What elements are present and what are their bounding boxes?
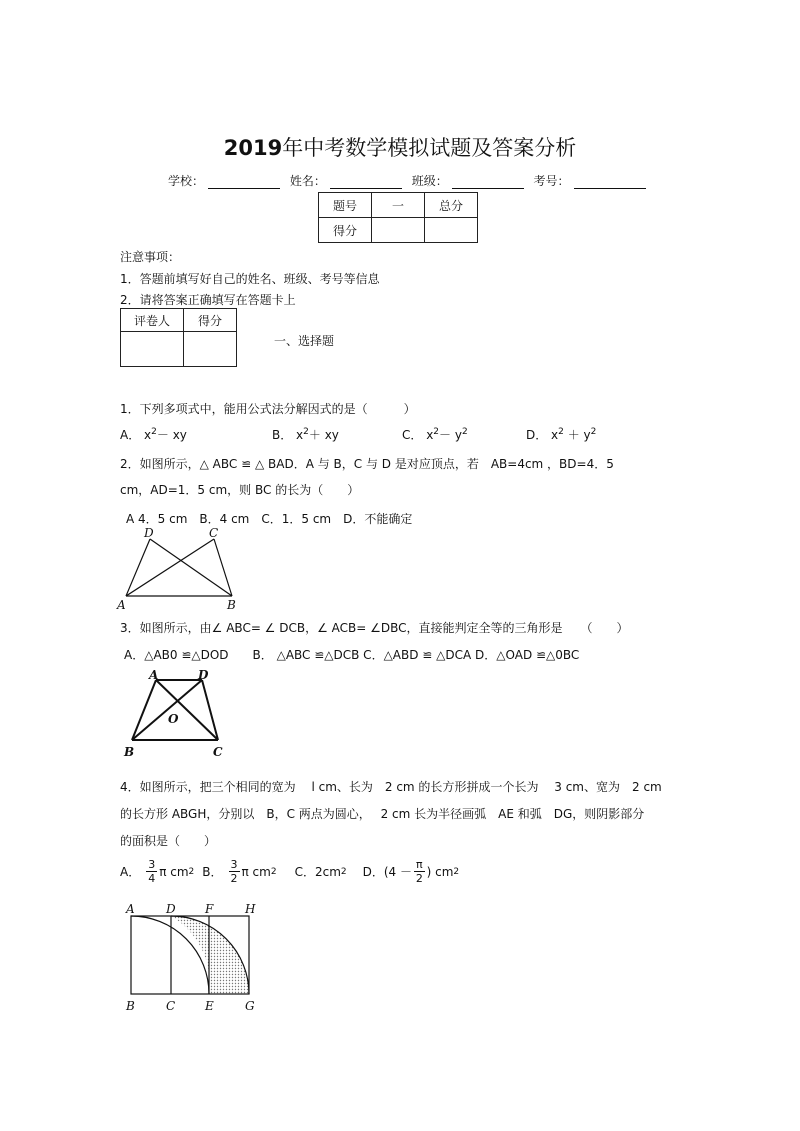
q2-stem-line1: 2．如图所示，△ ABC ≌ △ BAD．A 与 B，C 与 D 是对应顶点，若 AB=4cm ，BD=4．5	[120, 457, 614, 471]
title-year: 2019	[223, 136, 283, 160]
q4-label-f: F	[205, 902, 214, 916]
q2-seg-bc	[214, 539, 232, 596]
q1-option-d	[526, 426, 596, 443]
q4-label-h: H	[245, 902, 256, 916]
q4-d-fraction	[414, 858, 425, 885]
note-item: 2．请将答案正确填写在答题卡上	[120, 293, 296, 307]
q4-a-prefix: A．	[120, 865, 141, 879]
q4-a-exp: 2	[188, 866, 195, 877]
q4-a-unit: π cm	[159, 864, 189, 879]
grader-cell[interactable]	[121, 332, 184, 367]
q4-options	[120, 858, 459, 885]
q4-c-exp: 2	[340, 866, 347, 877]
score-header-number: 题号	[319, 193, 372, 218]
q1-a-rest: － xy	[156, 428, 187, 442]
exam-no-label: 考号：	[533, 174, 570, 188]
school-field[interactable]	[208, 174, 280, 189]
q2-stem-line2: cm，AD=1．5 cm，则 BC 的长为（ ）	[120, 483, 360, 497]
score-cell[interactable]	[372, 218, 425, 243]
q3-label-a: A	[149, 668, 159, 682]
q4-a-num: 3	[148, 858, 156, 871]
q4-label-e: E	[205, 999, 214, 1013]
grader-score-cell[interactable]	[184, 332, 237, 367]
q3-label-o: O	[168, 712, 179, 726]
q3-seg-bd	[132, 680, 202, 740]
q4-c-text: C．2cm	[294, 865, 341, 879]
title-text: 年中考数学模拟试题及答案分析	[282, 136, 577, 160]
note-item: 1．答题前填写好自己的姓名、班级、考号等信息	[120, 272, 380, 286]
exam-no-field[interactable]	[574, 174, 646, 189]
q4-b-prefix: B．	[202, 865, 223, 879]
score-header-total: 总分	[425, 193, 478, 218]
q1-d-exp: 2	[558, 427, 564, 437]
q3-label-c: C	[213, 745, 223, 759]
q4-label-g: G	[245, 999, 255, 1013]
q4-d-exp: 2	[453, 866, 460, 877]
notes-heading: 注意事项：	[120, 250, 181, 264]
q4-b-fraction	[229, 858, 240, 885]
q1-b-rest: ＋ xy	[308, 428, 339, 442]
q4-d-num: π	[416, 858, 423, 871]
q1-c-mid: － y	[439, 428, 462, 442]
q4-label-a: A	[126, 902, 135, 916]
q4-stem-line3: 的面积是（ ）	[120, 834, 217, 848]
q2-label-d: D	[144, 526, 154, 540]
q4-b-den: 2	[230, 872, 238, 885]
class-label: 班级：	[411, 174, 448, 188]
q3-seg-ac	[156, 680, 218, 740]
score-header-section: 一	[372, 193, 425, 218]
q3-label-b: B	[124, 745, 135, 759]
q2-options: A 4．5 cm B．4 cm C．1．5 cm D．不能确定	[126, 512, 413, 526]
q4-label-c: C	[166, 999, 176, 1013]
q4-a-fraction	[146, 858, 157, 885]
q2-label-b: B	[227, 598, 236, 612]
q4-shaded-region	[171, 916, 249, 994]
q3-stem: 3．如图所示，由∠ ABC= ∠ DCB，∠ ACB= ∠DBC，直接能判定全等的三角形是 （ ）	[120, 621, 629, 635]
q4-b-unit: π cm	[241, 864, 271, 879]
q4-stem-line2: 的长方形 ABGH，分别以 B，C 两点为圆心， 2 cm 长为半径画弧 AE 和弧 DG，则阴影部分	[120, 807, 645, 821]
q1-c-exp: 2	[433, 427, 440, 437]
q1-d-mid: ＋ y	[563, 428, 591, 442]
q4-figure	[120, 898, 270, 1016]
q1-a-prefix: A． x	[120, 428, 152, 442]
q1-stem: 1．下列多项式中，能用公式法分解因式的是（ ）	[120, 402, 416, 416]
name-field[interactable]	[330, 174, 402, 189]
q2-seg-ac	[126, 539, 214, 596]
q3-label-d: D	[198, 668, 209, 682]
q1-c-prefix: C． x	[402, 428, 434, 442]
q2-figure	[115, 526, 245, 612]
class-field[interactable]	[452, 174, 524, 189]
score-row-label: 得分	[319, 218, 372, 243]
q4-stem-line1: 4．如图所示，把三个相同的宽为 l cm、长为 2 cm 的长方形拼成一个长为 3 cm、宽为 2 cm	[120, 780, 662, 794]
q1-option-c	[402, 426, 468, 443]
q4-d-unit: ) cm	[426, 864, 454, 879]
q1-option-a	[120, 426, 187, 443]
q1-b-exp: 2	[303, 427, 309, 437]
q4-d-den: 2	[415, 872, 423, 885]
grader-header: 评卷人	[121, 309, 184, 332]
q2-label-a: A	[117, 598, 126, 612]
grader-table	[120, 308, 237, 367]
q4-label-d: D	[166, 902, 176, 916]
score-table	[318, 192, 478, 243]
q4-b-exp: 2	[270, 866, 277, 877]
q4-label-b: B	[126, 999, 135, 1013]
q2-seg-bd	[150, 539, 232, 596]
q4-a-den: 4	[148, 872, 156, 885]
q4-b-num: 3	[230, 858, 238, 871]
q1-b-prefix: B． x	[272, 428, 304, 442]
grader-score-header: 得分	[184, 309, 237, 332]
q4-d-prefix: D．(4 －	[362, 865, 412, 879]
page-title	[0, 132, 800, 162]
q2-label-c: C	[209, 526, 219, 540]
q3-figure	[118, 668, 234, 762]
section-title: 一、选择题	[274, 334, 335, 348]
q1-option-b	[272, 426, 339, 443]
q3-options: A．△AB0 ≌△DOD B． △ABC ≌△DCB C．△ABD ≌ △DCA D．△OAD ≌△0BC	[124, 648, 580, 662]
score-total-cell[interactable]	[425, 218, 478, 243]
q1-d-exp2: 2	[590, 427, 597, 437]
school-label: 学校：	[168, 174, 205, 188]
q1-a-exp: 2	[151, 427, 157, 437]
name-label: 姓名：	[289, 174, 326, 188]
student-info-row	[168, 172, 652, 189]
q1-d-prefix: D． x	[526, 428, 559, 442]
q2-seg-ad	[126, 539, 150, 596]
q1-c-exp2: 2	[461, 427, 468, 437]
